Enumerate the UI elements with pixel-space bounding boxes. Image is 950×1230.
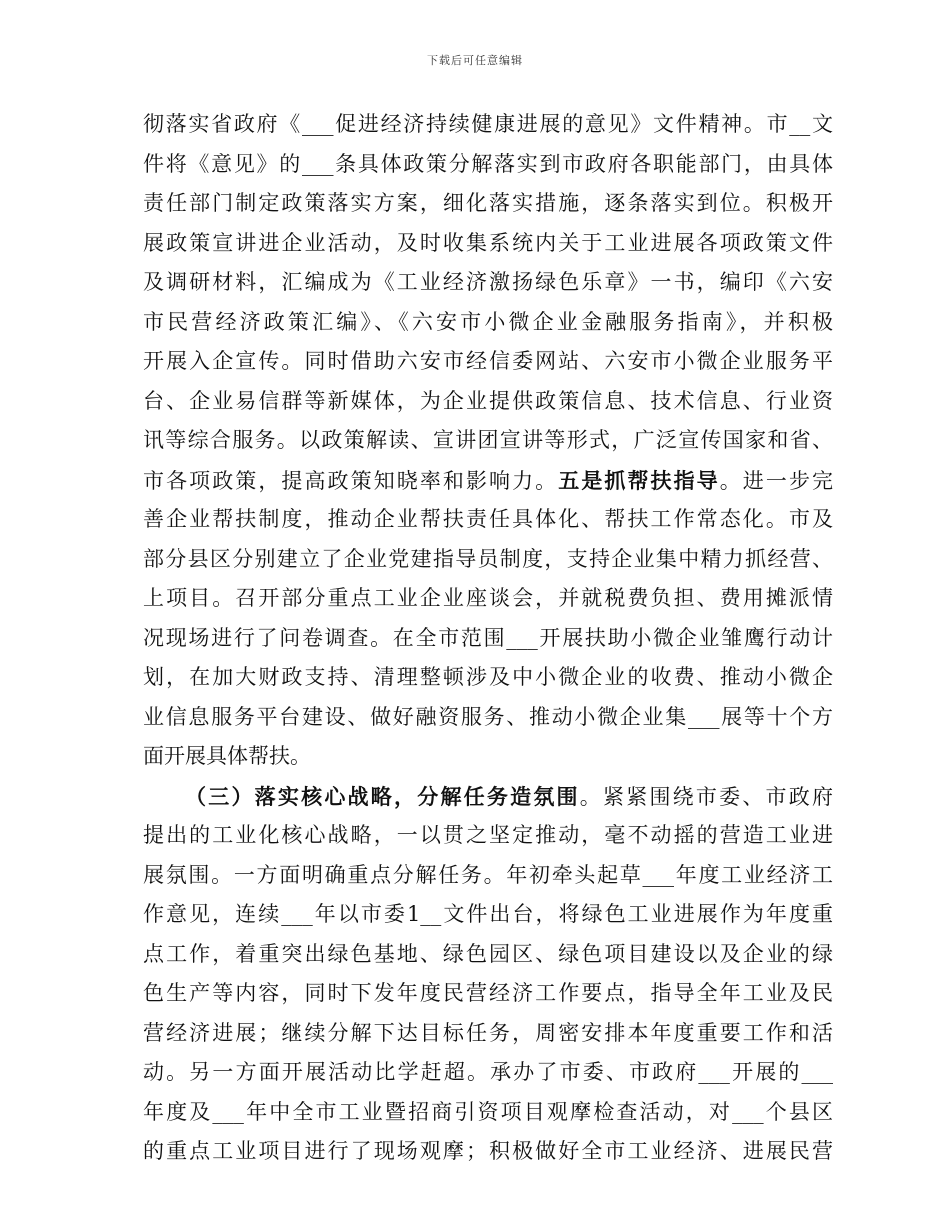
header-text: 下载后可任意编辑 bbox=[427, 54, 523, 67]
text-segment: 点工作，着重突出绿色基地、绿色园区、绿色项目建设以及企业的绿 bbox=[143, 941, 833, 966]
text-segment: 彻落实省政府《___促进经济持续健康进展的意见》文件精神。市__文 bbox=[143, 112, 833, 136]
text-segment: 面开展具体帮扶。 bbox=[143, 744, 311, 768]
text-line bbox=[143, 382, 833, 422]
text-line bbox=[143, 1093, 833, 1133]
text-segment: 台、企业易信群等新媒体，为企业提供政策信息、技术信息、行业资 bbox=[143, 388, 833, 413]
text-segment: 展氛围。一方面明确重点分解任务。年初牵头起草___年度工业经济工 bbox=[143, 862, 833, 887]
text-line bbox=[143, 540, 833, 580]
bold-text-segment: 五是抓帮扶指导 bbox=[558, 467, 720, 493]
text-line bbox=[143, 895, 833, 935]
text-segment: 划，在加大财政支持、清理整顿涉及中小微企业的收费、推动小微企 bbox=[143, 665, 833, 689]
text-segment: 部分县区分别建立了企业党建指导员制度，支持企业集中精力抓经营、 bbox=[143, 546, 833, 571]
text-segment: 市各项政策，提高政策知晓率和影响力。 bbox=[143, 468, 559, 493]
text-line bbox=[143, 224, 833, 264]
bold-text-segment: （三）落实核心战略，分解任务造氛围 bbox=[185, 783, 580, 809]
text-segment: 善企业帮扶制度，推动企业帮扶责任具体化、帮扶工作常态化。市及 bbox=[143, 507, 833, 531]
text-line bbox=[143, 935, 833, 975]
text-segment: 的重点工业项目进行了现场观摩；积极做好全市工业经济、进展民营 bbox=[143, 1139, 833, 1163]
text-segment: 动。另一方面开展活动比学赶超。承办了市委、市政府___开展的___ bbox=[143, 1060, 833, 1084]
text-segment: 讯等综合服务。以政策解读、宣讲团宣讲等形式，广泛宣传国家和省、 bbox=[143, 428, 833, 452]
text-line bbox=[143, 579, 833, 619]
text-line bbox=[143, 737, 833, 777]
text-line bbox=[143, 619, 833, 659]
text-line bbox=[143, 342, 833, 382]
text-segment: 。紧紧围绕市委、市政府 bbox=[579, 784, 834, 809]
text-segment: 责任部门制定政策落实方案，细化落实措施，逐条落实到位。积极开 bbox=[143, 191, 833, 215]
text-segment: 作意见，连续___年以市委1__文件出台，将绿色工业进展作为年度重 bbox=[143, 902, 833, 926]
text-segment: 况现场进行了问卷调查。在全市范围___开展扶助小微企业雏鹰行动计 bbox=[143, 625, 833, 650]
text-segment: 。进一步完 bbox=[719, 468, 834, 493]
text-segment: 业信息服务平台建设、做好融资服务、推动小微企业集___展等十个方 bbox=[143, 704, 833, 729]
text-line bbox=[143, 974, 833, 1014]
text-segment: 市民营经济政策汇编》、《六安市小微企业金融服务指南》，并积极 bbox=[143, 309, 833, 334]
text-line bbox=[143, 1132, 833, 1172]
text-line bbox=[143, 421, 833, 461]
text-line bbox=[143, 105, 833, 145]
text-segment: 件将《意见》的___条具体政策分解落实到市政府各职能部门，由具体 bbox=[143, 151, 833, 176]
text-line bbox=[143, 303, 833, 343]
text-line bbox=[143, 500, 833, 540]
text-line bbox=[143, 1053, 833, 1093]
page-header bbox=[0, 52, 950, 68]
text-line bbox=[143, 184, 833, 224]
text-line bbox=[143, 816, 833, 856]
text-segment: 年度及___年中全市工业暨招商引资项目观摩检查活动，对___个县区 bbox=[143, 1099, 833, 1124]
document-body bbox=[143, 105, 833, 1172]
text-line bbox=[143, 145, 833, 185]
text-line bbox=[143, 698, 833, 738]
text-line bbox=[143, 777, 833, 817]
text-line bbox=[143, 263, 833, 303]
text-segment: 及调研材料，汇编成为《工业经济激扬绿色乐章》一书，编印《六安 bbox=[143, 270, 833, 294]
text-segment: 开展入企宣传。同时借助六安市经信委网站、六安市小微企业服务平 bbox=[143, 349, 833, 373]
text-line bbox=[143, 1014, 833, 1054]
text-line bbox=[143, 856, 833, 896]
text-line bbox=[143, 461, 833, 501]
text-line bbox=[143, 658, 833, 698]
text-segment: 提出的工业化核心战略，一以贯之坚定推动，毫不动摇的营造工业进 bbox=[143, 823, 833, 847]
text-segment: 展政策宣讲进企业活动，及时收集系统内关于工业进展各项政策文件 bbox=[143, 230, 833, 255]
text-segment: 营经济进展；继续分解下达目标任务，周密安排本年度重要工作和活 bbox=[143, 1020, 833, 1045]
text-segment: 上项目。召开部分重点工业企业座谈会，并就税费负担、费用摊派情 bbox=[143, 586, 833, 610]
text-segment: 色生产等内容，同时下发年度民营经济工作要点，指导全年工业及民 bbox=[143, 981, 833, 1005]
